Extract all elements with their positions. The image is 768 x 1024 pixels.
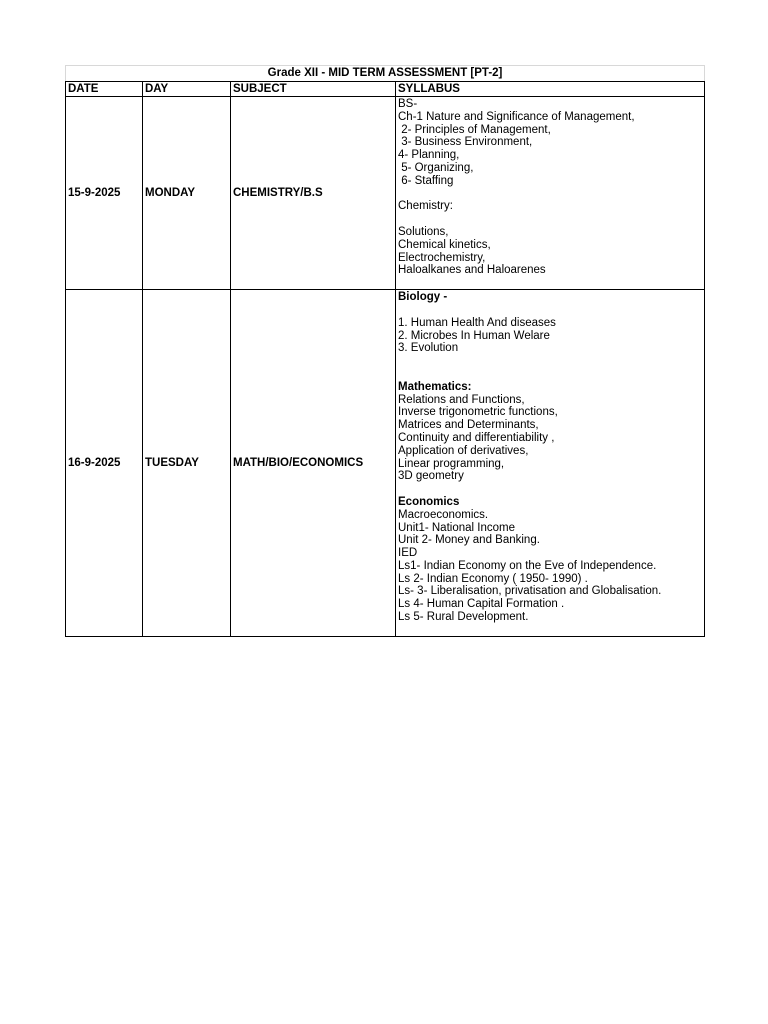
syllabus-line: Ch-1 Nature and Significance of Management, <box>398 110 635 123</box>
syllabus-line: 3. Evolution <box>398 342 459 355</box>
syllabus-line: Chemistry: <box>398 200 453 213</box>
date-cell: 15-9-2025 <box>66 97 143 290</box>
syllabus-line: 4- Planning, <box>398 149 460 162</box>
syllabus-line: Inverse trigonometric functions, <box>398 406 558 419</box>
syllabus-line: Relations and Functions, <box>398 393 525 406</box>
subject-cell: MATH/BIO/ECONOMICS <box>231 290 396 637</box>
syllabus-line: Ls 5- Rural Development. <box>398 611 529 624</box>
table-row <box>66 97 705 290</box>
date-cell: 16-9-2025 <box>66 290 143 637</box>
syllabus-line: BS- <box>398 98 418 110</box>
syllabus-line: Continuity and differentiability , <box>398 431 555 444</box>
syllabus-line: IED <box>398 547 418 560</box>
syllabus-line: Mathematics: <box>398 380 472 393</box>
syllabus-line <box>398 355 702 368</box>
syllabus-line: 3- Business Environment, <box>398 136 533 149</box>
syllabus-line: Haloalkanes and Haloarenes <box>398 264 546 277</box>
syllabus-line: 5- Organizing, <box>398 161 474 174</box>
syllabus-line: Economics <box>398 495 460 508</box>
syllabus-line: Ls 4- Human Capital Formation . <box>398 598 565 611</box>
syllabus-line: Electrochemistry, <box>398 251 486 264</box>
syllabus-line: Unit 2- Money and Banking. <box>398 534 540 547</box>
syllabus-line: Matrices and Determinants, <box>398 419 539 432</box>
syllabus-cell <box>396 97 705 290</box>
syllabus-line: Macroeconomics. <box>398 508 489 521</box>
syllabus-line <box>398 483 702 496</box>
schedule-sheet <box>65 65 704 637</box>
syllabus-line <box>398 213 702 226</box>
header-subject: SUBJECT <box>231 82 396 97</box>
syllabus-line: 2. Microbes In Human Welare <box>398 329 550 342</box>
table-row <box>66 290 705 637</box>
syllabus-line: Linear programming, <box>398 457 505 470</box>
subject-cell: CHEMISTRY/B.S <box>231 97 396 290</box>
syllabus-line <box>398 188 702 201</box>
day-cell: TUESDAY <box>143 290 231 637</box>
header-date: DATE <box>66 82 143 97</box>
syllabus-line <box>398 368 702 381</box>
header-day: DAY <box>143 82 231 97</box>
syllabus-line: 3D geometry <box>398 470 464 483</box>
header-syllabus: SYLLABUS <box>396 82 705 97</box>
syllabus-line: 2- Principles of Management, <box>398 123 551 136</box>
syllabus-line: Chemical kinetics, <box>398 238 491 251</box>
syllabus-line: Ls- 3- Liberalisation, privatisation and Globalisation. <box>398 585 662 598</box>
assessment-table <box>65 65 705 637</box>
syllabus-line <box>398 304 702 317</box>
syllabus-line: 6- Staffing <box>398 174 454 187</box>
syllabus-line: 1. Human Health And diseases <box>398 316 556 329</box>
page-title: Grade XII - MID TERM ASSESSMENT [PT-2] <box>66 66 705 82</box>
day-cell: MONDAY <box>143 97 231 290</box>
syllabus-line: Unit1- National Income <box>398 521 515 534</box>
syllabus-line: Ls1- Indian Economy on the Eve of Independence. <box>398 559 657 572</box>
syllabus-line: Application of derivatives, <box>398 444 529 457</box>
title-row <box>66 66 705 82</box>
syllabus-line: Biology - <box>398 291 448 304</box>
header-row <box>66 82 705 97</box>
syllabus-line: Solutions, <box>398 225 449 238</box>
syllabus-cell <box>396 290 705 637</box>
syllabus-line: Ls 2- Indian Economy ( 1950- 1990) . <box>398 572 588 585</box>
